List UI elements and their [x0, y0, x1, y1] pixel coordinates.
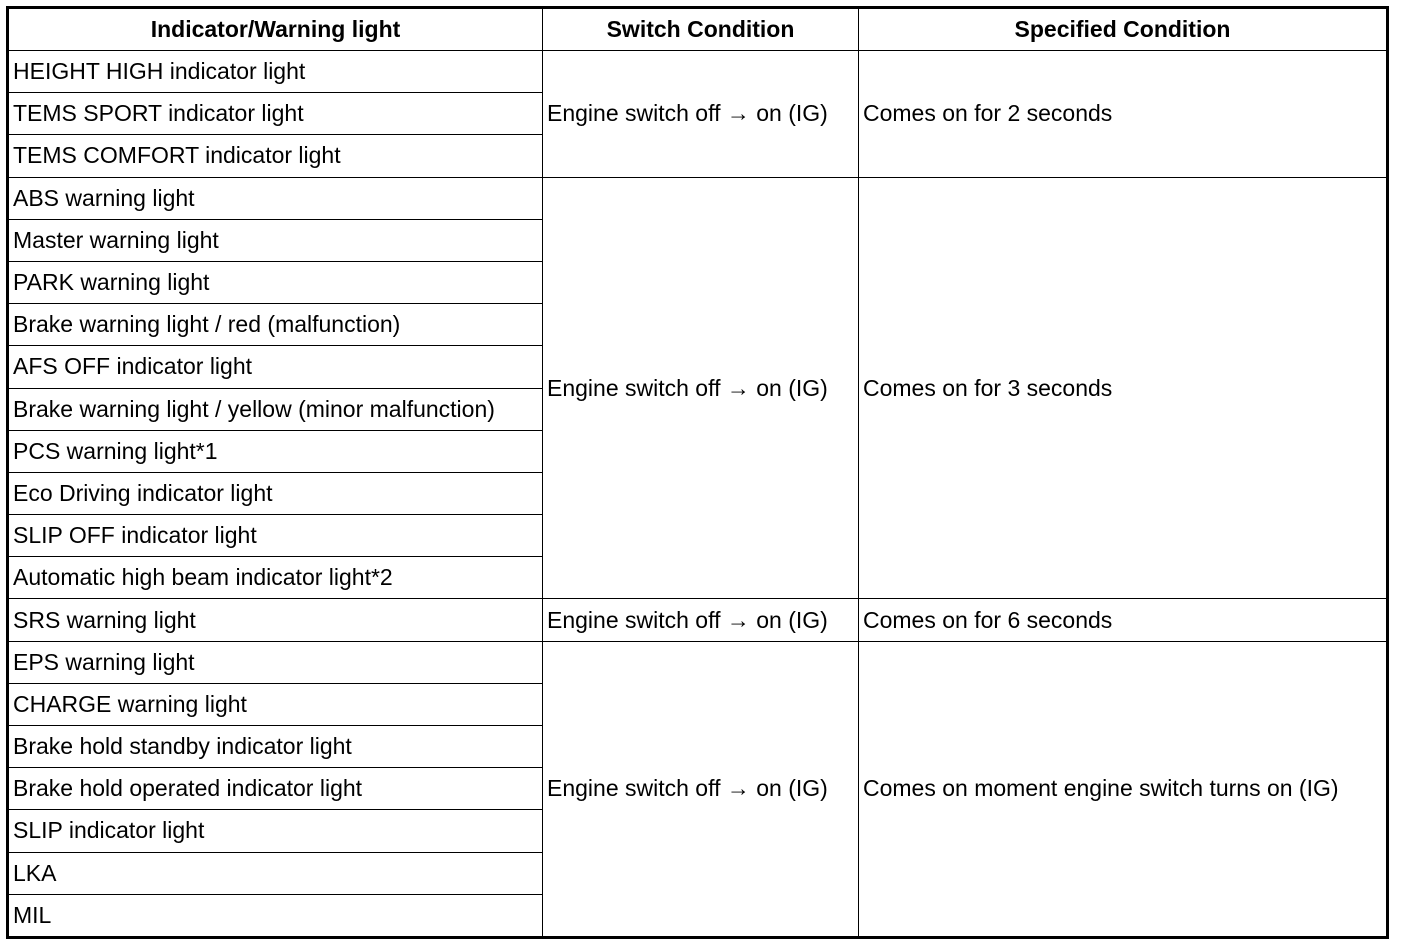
light-cell: Brake hold operated indicator light: [8, 768, 543, 810]
specified-condition-cell: Comes on for 3 seconds: [859, 177, 1388, 599]
switch-condition-cell: Engine switch off → on (IG): [543, 177, 859, 599]
light-cell: SLIP indicator light: [8, 810, 543, 852]
specified-condition-cell: Comes on for 2 seconds: [859, 51, 1388, 178]
header-specified-condition: Specified Condition: [859, 8, 1388, 51]
light-cell: ABS warning light: [8, 177, 543, 219]
table-header-row: [8, 8, 1388, 51]
light-cell: PARK warning light: [8, 261, 543, 303]
light-cell: Master warning light: [8, 219, 543, 261]
light-cell: Brake hold standby indicator light: [8, 726, 543, 768]
table-row: [8, 51, 1388, 93]
table-row: [8, 599, 1388, 641]
table-row: [8, 641, 1388, 683]
light-cell: SRS warning light: [8, 599, 543, 641]
light-cell: SLIP OFF indicator light: [8, 515, 543, 557]
light-cell: PCS warning light*1: [8, 430, 543, 472]
light-cell: TEMS COMFORT indicator light: [8, 135, 543, 177]
light-cell: MIL: [8, 894, 543, 937]
switch-condition-cell: Engine switch off → on (IG): [543, 641, 859, 937]
specified-condition-cell: Comes on for 6 seconds: [859, 599, 1388, 641]
switch-condition-cell: Engine switch off → on (IG): [543, 599, 859, 641]
header-indicator-warning-light: Indicator/Warning light: [8, 8, 543, 51]
light-cell: EPS warning light: [8, 641, 543, 683]
light-cell: Brake warning light / red (malfunction): [8, 304, 543, 346]
light-cell: Brake warning light / yellow (minor malfunction): [8, 388, 543, 430]
table-row: [8, 177, 1388, 219]
light-cell: TEMS SPORT indicator light: [8, 93, 543, 135]
light-cell: Eco Driving indicator light: [8, 472, 543, 514]
light-cell: CHARGE warning light: [8, 683, 543, 725]
switch-condition-cell: Engine switch off → on (IG): [543, 51, 859, 178]
light-cell: LKA: [8, 852, 543, 894]
light-cell: HEIGHT HIGH indicator light: [8, 51, 543, 93]
header-switch-condition: Switch Condition: [543, 8, 859, 51]
indicator-warning-table: [6, 6, 1389, 939]
light-cell: AFS OFF indicator light: [8, 346, 543, 388]
specified-condition-cell: Comes on moment engine switch turns on (IG): [859, 641, 1388, 937]
light-cell: Automatic high beam indicator light*2: [8, 557, 543, 599]
